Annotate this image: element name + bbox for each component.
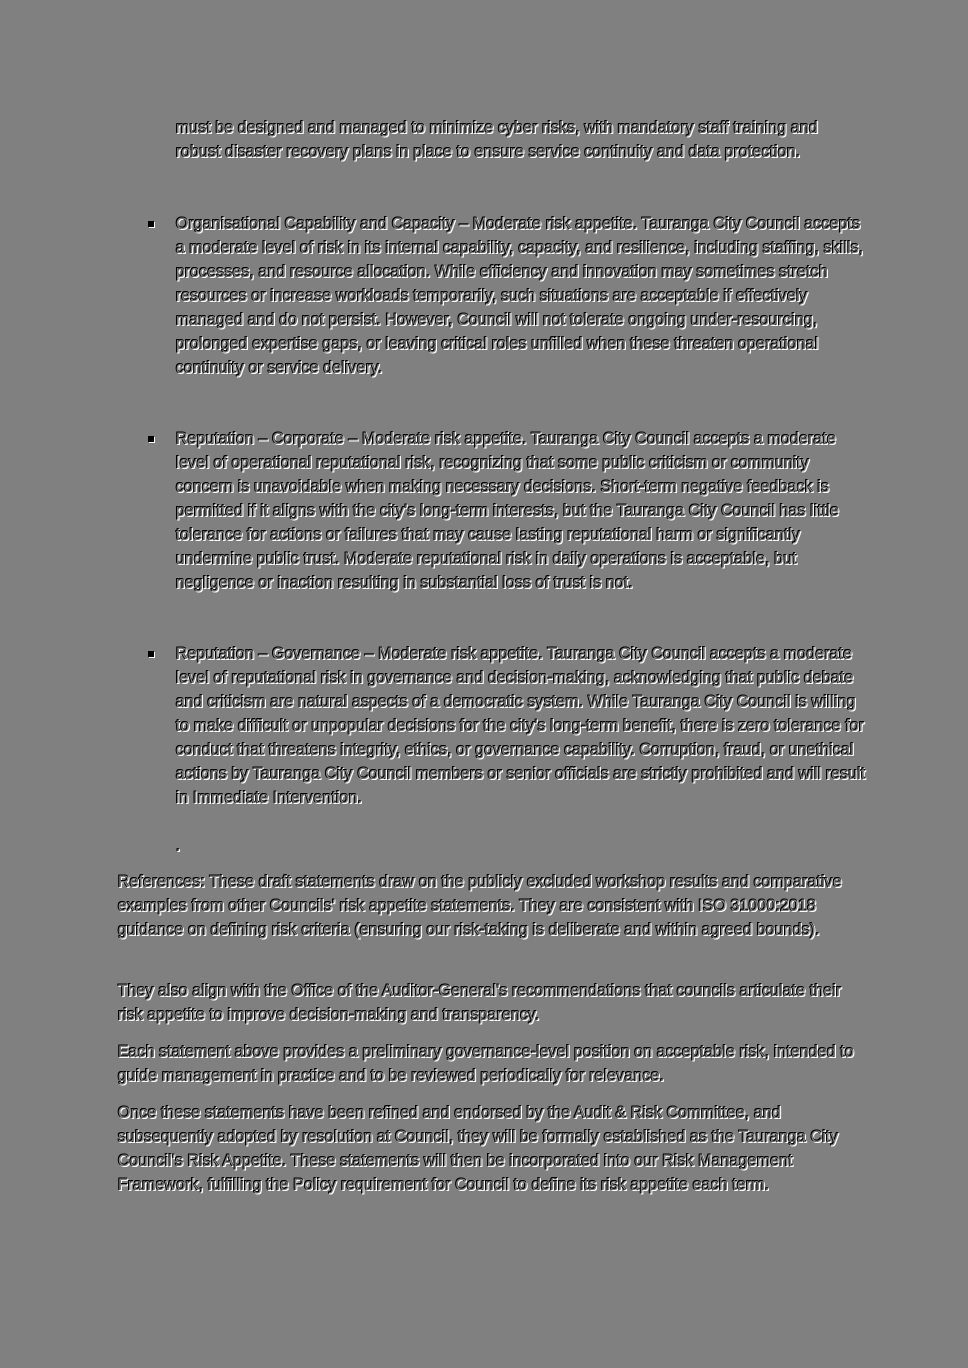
bullet-item-organisational-capability	[176, 212, 866, 380]
bullet-item-reputation-corporate	[176, 427, 866, 595]
bullet-text: Reputation – Corporate – Moderate risk appetite. Tauranga City Council accepts a moderate level of operational reputational risk, recognizing that some public criticism or community concern is unavoidable when making necessary decisions. Short-term negative feedback is permitted if it aligns with the city's long-term interests, but the Tauranga City Council has little tolerance for actions or failures that may cause lasting reputational harm or significantly undermine public trust. Moderate reputational risk in daily operations is acceptable, but negligence or inaction resulting in substantial loss of trust is not.	[176, 430, 840, 592]
square-bullet-icon	[148, 651, 154, 657]
stray-period: .	[176, 837, 181, 855]
adoption-paragraph: Once these statements have been refined and endorsed by the Audit & Risk Committee, and subsequently adopted by resolution at Council, they will be formally established as the Tauranga City Council's Risk Appetite. These statements will then be incorporated into our Risk Management Framework, fulfilling the Policy requirement for Council to define its risk appetite each term.	[118, 1104, 839, 1194]
square-bullet-icon	[148, 436, 154, 442]
bullet-text: Organisational Capability and Capacity – Moderate risk appetite. Tauranga City Council accepts a moderate level of risk in its internal capability, capacity, and resilience, including staffing, skills, processes, and resource allocation. While efficiency and innovation may sometimes stretch resources or increase workloads temporarily, such situations are acceptable if effectively managed and do not persist. However, Council will not tolerate ongoing under-resourcing, prolonged expertise gaps, or leaving critical roles unfilled when these threaten operational continuity or service delivery.	[176, 215, 864, 377]
references-paragraph: References: These draft statements draw on the publicly excluded workshop results and comparative examples from other Councils' risk appetite statements. They are consistent with ISO 31000:2018 guidance on defining risk criteria (ensuring our risk-taking is deliberate and within agreed bounds).	[118, 873, 843, 939]
auditor-general-paragraph: They also align with the Office of the Auditor-General's recommendations that councils articulate their risk appetite to improve decision-making and transparency.	[118, 982, 842, 1024]
preliminary-position-paragraph: Each statement above provides a preliminary governance-level position on acceptable risk, intended to guide management in practice and to be reviewed periodically for relevance.	[118, 1043, 855, 1085]
continuation-text: must be designed and managed to minimize cyber risks, with mandatory staff training and robust disaster recovery plans in place to ensure service continuity and data protection.	[176, 119, 819, 161]
bullet-text: Reputation – Governance – Moderate risk appetite. Tauranga City Council accepts a moderate level of reputational risk in governance and decision-making, acknowledging that public debate and criticism are natural aspects of a democratic system. While Tauranga City Council is willing to make difficult or unpopular decisions for the city's long-term benefit, there is zero tolerance for conduct that threatens integrity, ethics, or governance capability. Corruption, fraud, or unethical actions by Tauranga City Council members or senior officials are strictly prohibited and will result in Immediate Intervention.	[176, 645, 866, 807]
bullet-item-reputation-governance	[176, 642, 866, 810]
square-bullet-icon	[148, 221, 154, 227]
